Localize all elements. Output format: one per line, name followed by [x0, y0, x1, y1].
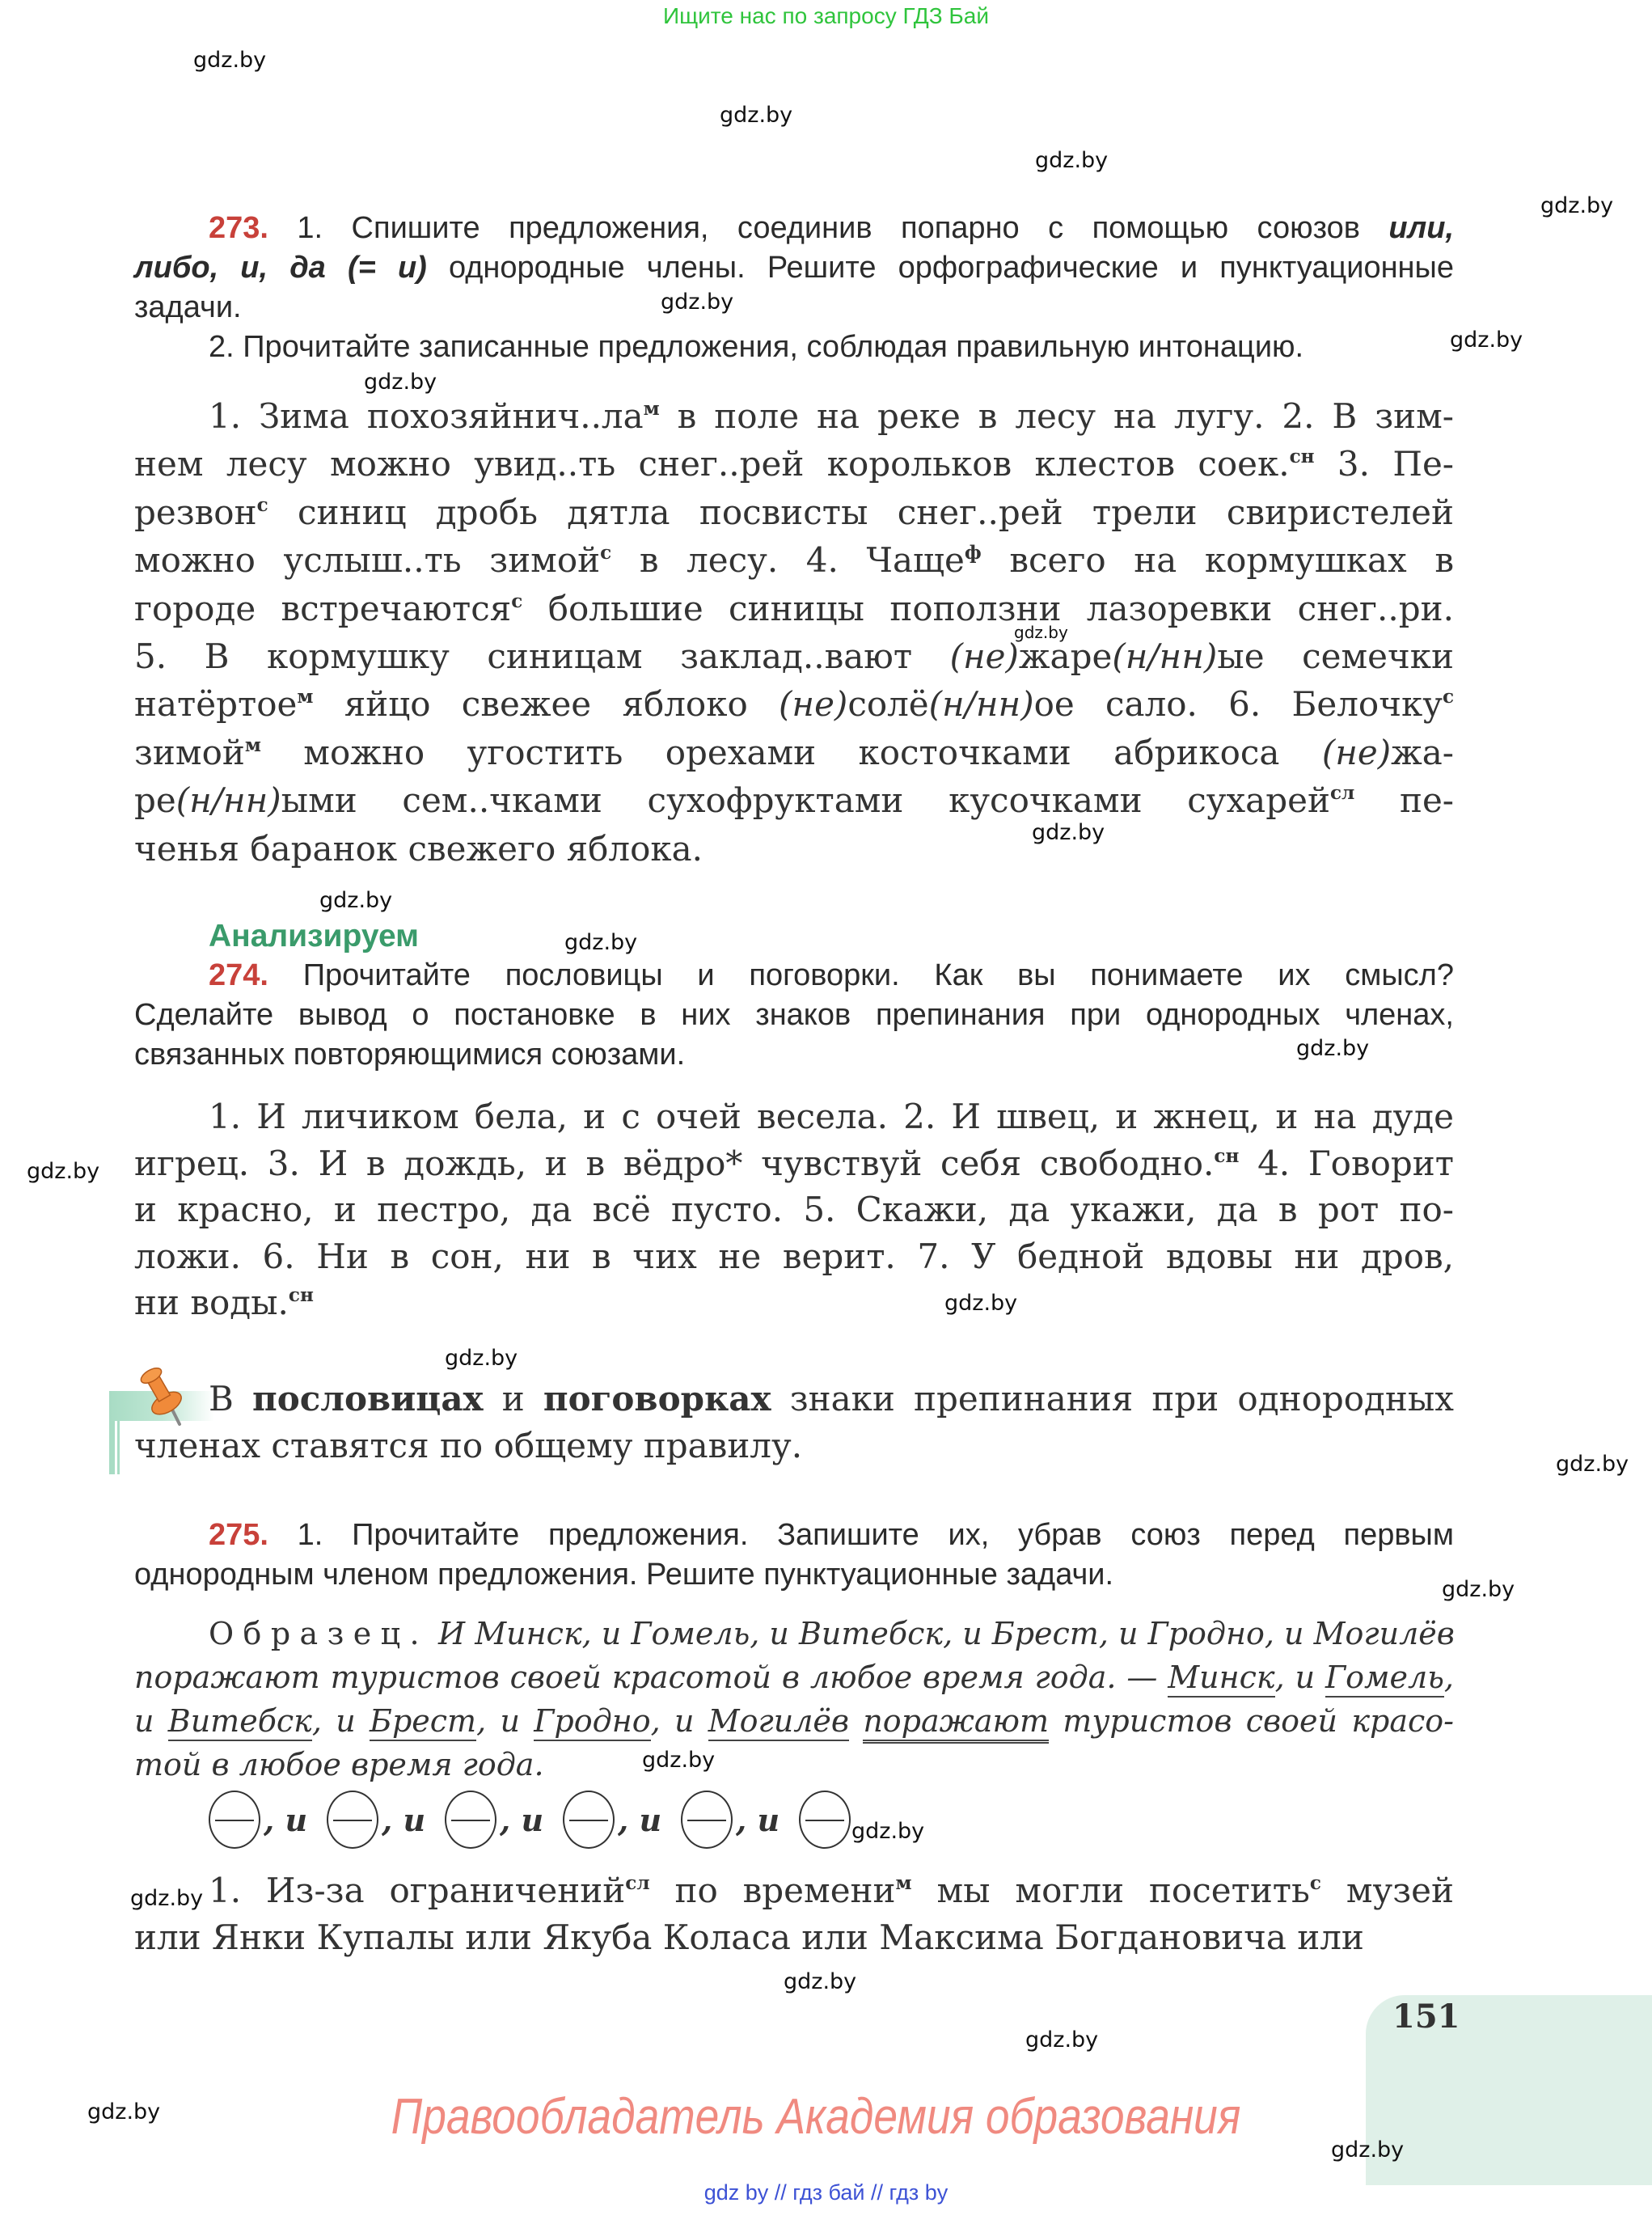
- italic-text: , и: [650, 1703, 708, 1739]
- text: музей: [1320, 1871, 1454, 1910]
- scheme-circle: [799, 1791, 851, 1849]
- scheme-separator: , и: [618, 1801, 662, 1838]
- exercise-274-task: [134, 956, 1454, 1075]
- italic-text: (не): [1321, 732, 1392, 772]
- superscript-mark: м: [244, 734, 261, 756]
- text: однородные члены. Решите орфографические и пунктуационные: [426, 251, 1454, 285]
- text-line: [134, 632, 1454, 680]
- text: и красно, и пестро, да всё пусто. 5. Скажи, да укажи, да в рот по-: [134, 1190, 1454, 1230]
- text: большие синицы поползни лазоревки снег..ри.: [522, 588, 1454, 628]
- bold-italic-text: либо, и, да (= и): [134, 251, 427, 285]
- text-line: [134, 1516, 1454, 1555]
- text: ое сало. 6. Белочку: [1033, 684, 1443, 725]
- text-line: [134, 1140, 1454, 1187]
- italic-text: той в любое время года.: [134, 1747, 544, 1782]
- scheme-row: [209, 1789, 851, 1850]
- exercise-275-text: [134, 1867, 1454, 1960]
- italic-text: , и: [1274, 1660, 1325, 1695]
- text: 1. Из-за ограничений: [209, 1871, 626, 1910]
- text-line: [134, 1423, 1454, 1469]
- text: яйцо свежее яблоко: [313, 684, 780, 725]
- underlined-word: Витебск: [168, 1703, 312, 1741]
- text: жаре: [1018, 636, 1113, 677]
- superscript-mark: м: [297, 686, 314, 708]
- text: мы могли посетить: [911, 1871, 1310, 1910]
- text: ни воды.: [134, 1283, 289, 1323]
- page-number: 151: [1392, 1998, 1460, 2036]
- scheme-separator: , и: [264, 1801, 308, 1838]
- watermark: gdz.by: [851, 1819, 925, 1844]
- text: и: [483, 1379, 543, 1419]
- watermark: gdz.by: [944, 1291, 1018, 1316]
- double-underlined-word: поражают: [863, 1703, 1049, 1744]
- text-line: [134, 1279, 1454, 1326]
- spaced-label: Образец.: [209, 1616, 429, 1651]
- text-line: [134, 1186, 1454, 1233]
- text-line: [134, 1035, 1454, 1075]
- underlined-word: Могилёв: [708, 1703, 849, 1741]
- watermark: gdz.by: [564, 930, 638, 955]
- text: или Янки Купалы или Якуба Коласа или Максима Богдановича или: [134, 1917, 1364, 1957]
- text-line: [134, 680, 1454, 728]
- superscript-mark: м: [643, 397, 660, 420]
- text: в лесу. 4. Чаще: [611, 540, 965, 581]
- text: ыми сем..чками сухофруктами кусочками сухарей: [281, 780, 1330, 821]
- text: можно угостить орехами косточками абрикоса: [260, 732, 1322, 772]
- text-line: [134, 1376, 1454, 1423]
- watermark: gdz.by: [27, 1159, 100, 1184]
- watermark: gdz.by: [319, 888, 393, 913]
- underlined-word: Брест: [370, 1703, 476, 1741]
- text-line: [134, 729, 1454, 776]
- section-heading: Анализируем: [209, 919, 420, 953]
- watermark: gdz.by: [445, 1346, 518, 1371]
- text-line: [134, 996, 1454, 1035]
- text-line: [134, 1093, 1454, 1140]
- bold-text: поговорках: [543, 1379, 771, 1419]
- watermark: gdz.by: [193, 48, 267, 73]
- text: солё: [847, 684, 929, 725]
- text-line: [134, 328, 1454, 367]
- superscript-mark: сл: [1329, 782, 1355, 805]
- italic-text: ,: [1443, 1660, 1454, 1695]
- watermark: gdz.by: [364, 370, 437, 395]
- italic-text: поражают туристов своей красотой в любое время года. —: [134, 1660, 1168, 1695]
- text: в поле на реке в лесу на лугу. 2. В зим-: [659, 396, 1455, 436]
- text-line: [134, 248, 1454, 288]
- text-line: [134, 1914, 1454, 1961]
- italic-text: (не): [779, 684, 848, 725]
- scheme-circle: [563, 1791, 615, 1849]
- scheme-circle: [327, 1791, 378, 1849]
- text: ые семечки: [1217, 636, 1454, 677]
- text: знаки препинания при однородных: [771, 1379, 1454, 1419]
- text-line: [134, 536, 1454, 584]
- text: В: [209, 1379, 253, 1419]
- italic-text: туристов своей красо-: [1049, 1703, 1454, 1739]
- scheme-circle: [209, 1791, 260, 1849]
- superscript-mark: сн: [1289, 446, 1315, 468]
- exercise-number: 275.: [209, 1518, 268, 1552]
- watermark: gdz.by: [87, 2099, 161, 2125]
- text-line: [134, 776, 1454, 824]
- text: членах ставятся по общему правилу.: [134, 1425, 803, 1465]
- superscript-mark: сн: [1214, 1144, 1240, 1167]
- text: Сделайте вывод о постановке в них знаков препинания при однородных членах,: [134, 998, 1454, 1032]
- text-line: [134, 1555, 1454, 1595]
- italic-text: и: [134, 1703, 168, 1739]
- text: 1. Зима похозяйнич..ла: [209, 396, 644, 436]
- scheme-circle: [681, 1791, 733, 1849]
- text-line: [134, 1612, 1454, 1655]
- watermark: gdz.by: [1331, 2137, 1405, 2163]
- watermark: gdz.by: [1035, 148, 1109, 173]
- italic-text: [849, 1703, 863, 1739]
- text: игрец. 3. И в дождь, и в вёдро* чувствуй себя свободно.: [134, 1143, 1215, 1183]
- copyright-notice: Правообладатель Академия образования: [391, 2089, 1241, 2145]
- text: городе встречаются: [134, 588, 512, 628]
- text: нем лесу можно увид..ть снег..рей корольков клестов соек.: [134, 444, 1290, 484]
- rule-decoration: [117, 1421, 120, 1474]
- text: синиц дробь дятла посвисты снег..рей трели свиристелей: [268, 492, 1454, 532]
- watermark: gdz.by: [1450, 328, 1523, 353]
- text-line: [134, 288, 1454, 328]
- text: 1. И личиком бела, и с очей весела. 2. И швец, и жнец, и на дуде: [209, 1097, 1454, 1136]
- watermark: gdz.by: [1014, 623, 1068, 642]
- superscript-mark: с: [1442, 686, 1455, 708]
- scheme-separator: , и: [736, 1801, 780, 1838]
- text-line: [134, 392, 1454, 440]
- italic-text: , и: [311, 1703, 370, 1739]
- superscript-mark: сл: [625, 1871, 650, 1894]
- text: пе-: [1354, 780, 1454, 821]
- text-line: [134, 488, 1454, 536]
- text: задачи.: [134, 290, 242, 324]
- text: резвон: [134, 492, 257, 532]
- text: ложи. 6. Ни в сон, ни в чих не верит. 7. У бедной вдовы ни дров,: [134, 1236, 1454, 1276]
- watermark: gdz.by: [1442, 1577, 1515, 1602]
- search-banner[interactable]: Ищите нас по запросу ГДЗ Бай: [662, 3, 990, 28]
- text: ченья баранок свежего яблока.: [134, 828, 703, 869]
- superscript-mark: с: [511, 590, 523, 612]
- scheme-separator: , и: [500, 1801, 544, 1838]
- text: всего на кормушках в: [981, 540, 1454, 581]
- text-line: [134, 1233, 1454, 1280]
- watermark: gdz.by: [720, 103, 793, 128]
- superscript-mark: ф: [964, 542, 982, 564]
- text: жа-: [1391, 732, 1454, 772]
- italic-text: (не): [949, 636, 1019, 677]
- italic-text: (н/нн): [1112, 636, 1218, 677]
- text: 2. Прочитайте записанные предложения, соблюдая правильную интонацию.: [209, 330, 1304, 364]
- superscript-mark: с: [1309, 1871, 1321, 1894]
- superscript-mark: м: [895, 1871, 912, 1894]
- bold-text: пословицах: [252, 1379, 484, 1419]
- exercise-273-text: [134, 392, 1454, 873]
- underlined-word: Минск: [1168, 1660, 1274, 1698]
- text-line: [134, 1699, 1454, 1743]
- text: можно услыш..ть зимой: [134, 540, 601, 581]
- text: 1. Спишите предложения, соединив попарно с помощью союзов: [268, 211, 1389, 245]
- superscript-mark: с: [600, 542, 612, 564]
- superscript-mark: сн: [288, 1284, 314, 1307]
- text: по времени: [649, 1871, 896, 1910]
- rule-decoration: [109, 1421, 115, 1474]
- exercise-275-sample: [134, 1612, 1454, 1786]
- italic-text: И Минск, и Гомель, и Витебск, и Брест, и Гродно, и Могилёв: [428, 1616, 1455, 1651]
- watermark: gdz.by: [784, 1969, 857, 1994]
- exercise-273-task: [134, 209, 1454, 367]
- scheme-circle: [445, 1791, 496, 1849]
- exercise-number: 274.: [209, 958, 268, 992]
- watermark: gdz.by: [1556, 1452, 1629, 1477]
- superscript-mark: с: [256, 493, 268, 516]
- watermark: gdz.by: [661, 290, 734, 315]
- text: натёртое: [134, 684, 298, 725]
- watermark: gdz.by: [1296, 1036, 1370, 1061]
- text: 5. В кормушку синицам заклад..вают: [134, 636, 950, 677]
- text: зимой: [134, 732, 245, 772]
- text-line: [134, 956, 1454, 996]
- bold-italic-text: или,: [1388, 211, 1454, 245]
- rule-box: [134, 1376, 1454, 1469]
- watermark: gdz.by: [1032, 820, 1105, 845]
- scheme-separator: , и: [382, 1801, 426, 1838]
- text: связанных повторяющимися союзами.: [134, 1038, 686, 1072]
- exercise-number: 273.: [209, 211, 268, 245]
- text: однородным членом предложения. Решите пунктуационные задачи.: [134, 1558, 1114, 1592]
- text-line: [134, 440, 1454, 488]
- exercise-275-task: [134, 1516, 1454, 1595]
- text-line: [134, 585, 1454, 632]
- watermark: gdz.by: [1540, 193, 1614, 218]
- text: 1. Прочитайте предложения. Запишите их, убрав союз перед первым: [268, 1518, 1454, 1552]
- text-line: [134, 1655, 1454, 1699]
- text: ре: [134, 780, 176, 821]
- text-line: [134, 1867, 1454, 1914]
- text-line: [134, 825, 1454, 873]
- underlined-word: Гомель: [1325, 1660, 1444, 1698]
- text: 4. Говорит: [1239, 1143, 1454, 1183]
- text: Прочитайте пословицы и поговорки. Как вы понимаете их смысл?: [268, 958, 1454, 992]
- italic-text: , и: [476, 1703, 534, 1739]
- watermark: gdz.by: [130, 1886, 204, 1911]
- italic-text: (н/нн): [175, 780, 281, 821]
- watermark: gdz.by: [1025, 2027, 1099, 2053]
- watermark: gdz.by: [642, 1748, 716, 1773]
- text-line: [134, 209, 1454, 248]
- bottom-links[interactable]: gdz by // гдз бай // гдз by: [703, 2180, 949, 2205]
- text: 3. Пе-: [1314, 444, 1454, 484]
- text-line: [134, 1743, 1454, 1786]
- italic-text: (н/нн): [928, 684, 1034, 725]
- exercise-274-text: [134, 1093, 1454, 1326]
- underlined-word: Гродно: [534, 1703, 650, 1741]
